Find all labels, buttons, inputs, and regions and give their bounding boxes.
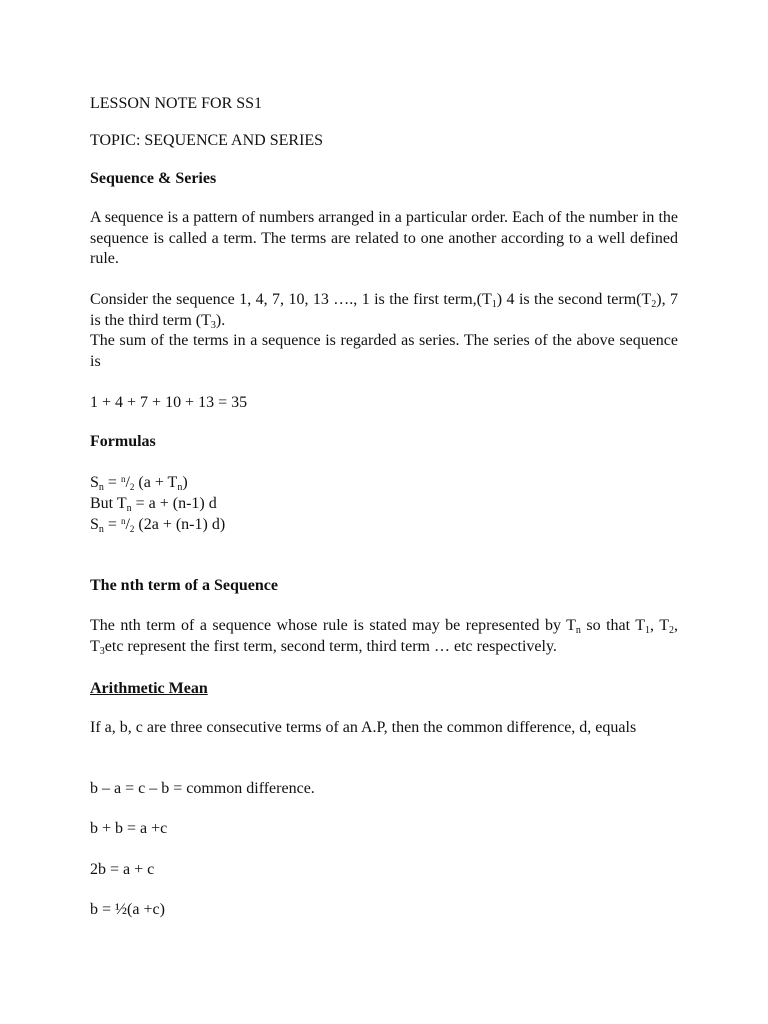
formula-nth-term: But $T_n = a + (n-1)$ d [90,495,217,514]
section-heading-formulas: Formulas [90,433,156,450]
paragraph-sequence-definition: A sequence is a pattern of numbers arranged in a particular order. Each of the number in the sequence is called a term. The terms are related to one another according to a well defined rule. [90,209,678,267]
section-heading-sequence-series: Sequence & Series [90,170,217,187]
equation-common-difference: b – a = c – b = common difference. [90,780,315,797]
formula-sum-second: $S_n = ^n/2$ (2a + (n-1) d) [90,516,226,535]
topic-line: TOPIC: SEQUENCE AND SERIES [90,132,324,149]
series-equation: 1 + 4 + 7 + 10 + 13 = 35 [90,394,248,411]
equation-b-half: b = ½(a +c) [90,901,165,918]
paragraph-consider-sequence: Consider the sequence 1, 4, 7, 10, 13 …., 1 is the first $term,(T_1)$ 4 is the second $term(T_2)$, 7 is the third term $(T_3)$. [90,291,679,331]
equation-b-plus-b: b + b = a +c [90,820,168,837]
equation-2b: 2b = a + c [90,861,155,878]
section-heading-nth-term: The nth term of a Sequence [90,577,278,594]
paragraph-arithmetic-mean: If a, b, c are three consecutive terms of an A.P, then the common difference, d, equals [90,719,637,736]
section-heading-arithmetic-mean: Arithmetic Mean [90,680,208,697]
paragraph-nth-term: The nth term of a sequence whose rule is stated may be represented by $T_n$ so that $T_1$, $T_2$, $T_3etc$ represent the first term, second term, third term … etc respectively. [90,617,679,657]
lesson-header: LESSON NOTE FOR SS1 [90,95,263,112]
formula-sum-first: $S_n = ^n/2$ $(a + T_n)$ [90,474,188,493]
paragraph-series-definition: The sum of the terms in a sequence is regarded as series. The series of the above sequence is [90,332,678,370]
